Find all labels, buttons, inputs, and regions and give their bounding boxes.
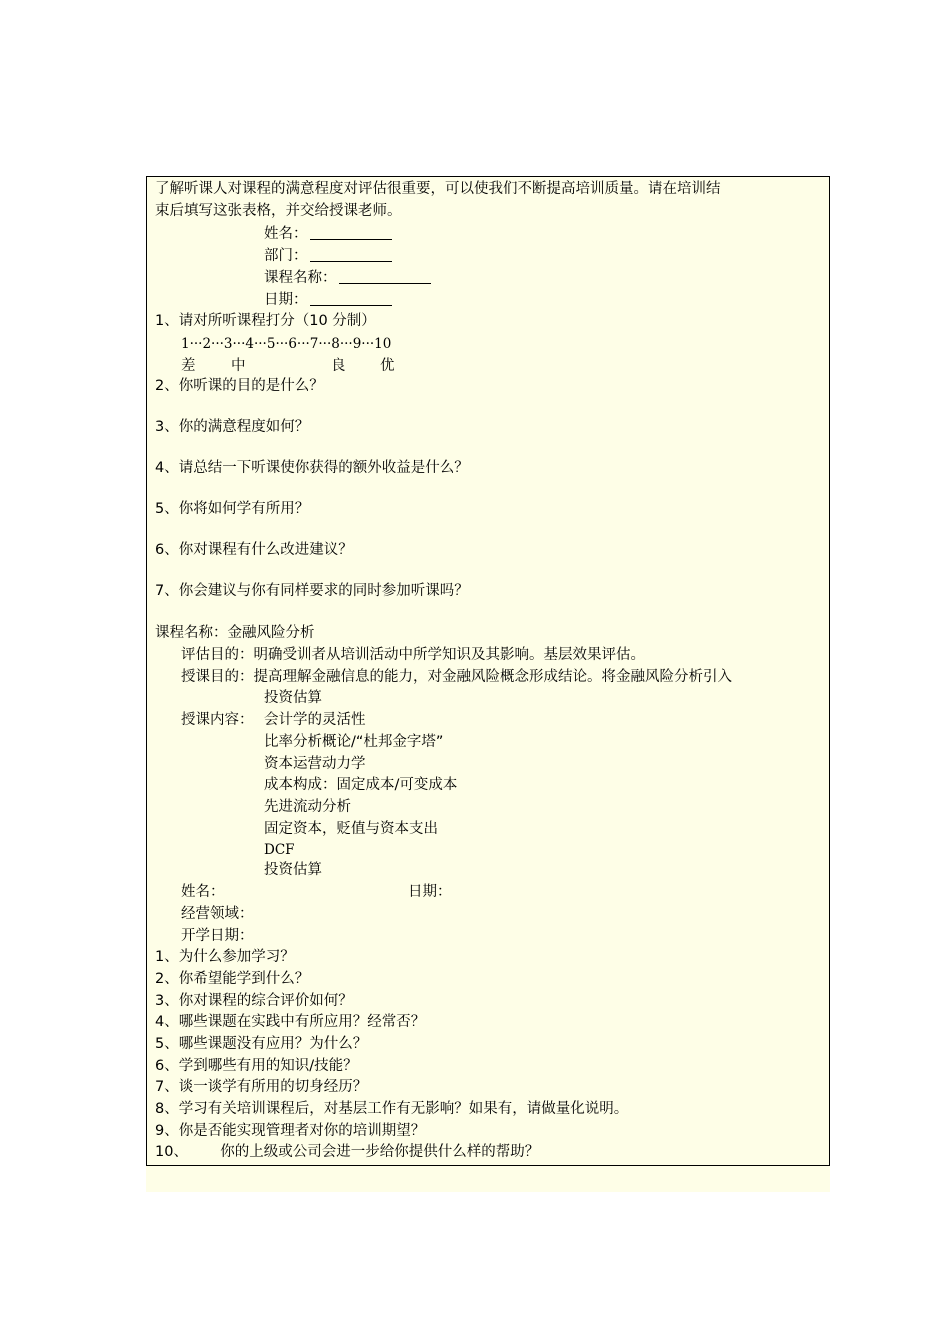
evaluation-form xyxy=(146,176,830,1192)
course-field[interactable] xyxy=(264,268,431,288)
course-label: 课程名称： xyxy=(264,270,337,286)
content-item: 成本构成：固定成本/可变成本 xyxy=(264,777,458,793)
name-label: 姓名： xyxy=(264,226,308,242)
content-item: 固定资本，贬值与资本支出 xyxy=(264,821,438,837)
date-blank[interactable] xyxy=(310,291,392,306)
followup-question: 5、哪些课题没有应用？为什么？ xyxy=(155,1036,368,1052)
scale-label-excellent: 优 xyxy=(380,358,395,374)
followup-question: 1、为什么参加学习？ xyxy=(155,949,295,965)
content-label: 授课内容： xyxy=(181,712,254,728)
name-field[interactable] xyxy=(264,224,392,244)
question-1: 1、请对所听课程打分（10 分制） xyxy=(155,313,376,329)
student-name-label: 姓名： xyxy=(181,884,225,900)
teach-purpose-line-1: 授课目的：提高理解金融信息的能力，对金融风险概念形成结论。将金融风险分析引入 xyxy=(181,669,732,685)
followup-question: 3、你对课程的综合评价如何？ xyxy=(155,993,353,1009)
followup-question: 7、谈一谈学有所用的切身经历？ xyxy=(155,1079,368,1095)
scale-label-medium: 中 xyxy=(231,358,246,374)
followup-question: 2、你希望能学到什么？ xyxy=(155,971,310,987)
followup-question: 6、学到哪些有用的知识/技能？ xyxy=(155,1058,358,1074)
content-item: 会计学的灵活性 xyxy=(264,712,366,728)
course-blank[interactable] xyxy=(339,269,431,284)
date-label: 日期： xyxy=(264,292,308,308)
scale-label-poor: 差 xyxy=(181,358,196,374)
question-7: 7、你会建议与你有同样要求的同时参加听课吗？ xyxy=(155,583,469,599)
content-item: 资本运营动力学 xyxy=(264,756,366,772)
name-blank[interactable] xyxy=(310,225,392,240)
question-5: 5、你将如何学有所用？ xyxy=(155,501,310,517)
teach-purpose-line-2: 投资估算 xyxy=(264,690,322,706)
content-item: DCF xyxy=(264,842,295,858)
followup-question: 9、你是否能实现管理者对你的培训期望？ xyxy=(155,1123,426,1139)
business-field-label: 经营领域： xyxy=(181,906,254,922)
course-title: 课程名称：金融风险分析 xyxy=(155,625,315,641)
question-2: 2、你听课的目的是什么？ xyxy=(155,378,324,394)
intro-line-2: 束后填写这张表格，并交给授课老师。 xyxy=(155,203,402,219)
question-6: 6、你对课程有什么改进建议？ xyxy=(155,542,353,558)
intro-line-1: 了解听课人对课程的满意程度对评估很重要，可以使我们不断提高培训质量。请在培训结 xyxy=(155,181,721,197)
content-item: 先进流动分析 xyxy=(264,799,351,815)
question-4: 4、请总结一下听课使你获得的额外收益是什么？ xyxy=(155,460,469,476)
start-date-label: 开学日期： xyxy=(181,928,254,944)
rating-scale: 1···2···3···4···5···6···7···8···9···10 xyxy=(181,336,392,352)
dept-field[interactable] xyxy=(264,246,392,266)
content-item: 比率分析概论/“杜邦金字塔” xyxy=(264,734,444,750)
dept-blank[interactable] xyxy=(310,247,392,262)
question-3: 3、你的满意程度如何？ xyxy=(155,419,310,435)
followup-question: 10、 你的上级或公司会进一步给你提供什么样的帮助？ xyxy=(155,1144,540,1160)
student-date-label: 日期： xyxy=(408,884,452,900)
followup-question: 4、哪些课题在实践中有所应用？经常否？ xyxy=(155,1014,426,1030)
followup-question: 8、学习有关培训课程后，对基层工作有无影响？如果有，请做量化说明。 xyxy=(155,1101,629,1117)
content-item: 投资估算 xyxy=(264,862,322,878)
date-field[interactable] xyxy=(264,290,392,310)
scale-label-good: 良 xyxy=(331,358,346,374)
eval-purpose: 评估目的：明确受训者从培训活动中所学知识及其影响。基层效果评估。 xyxy=(181,647,645,663)
dept-label: 部门： xyxy=(264,248,308,264)
